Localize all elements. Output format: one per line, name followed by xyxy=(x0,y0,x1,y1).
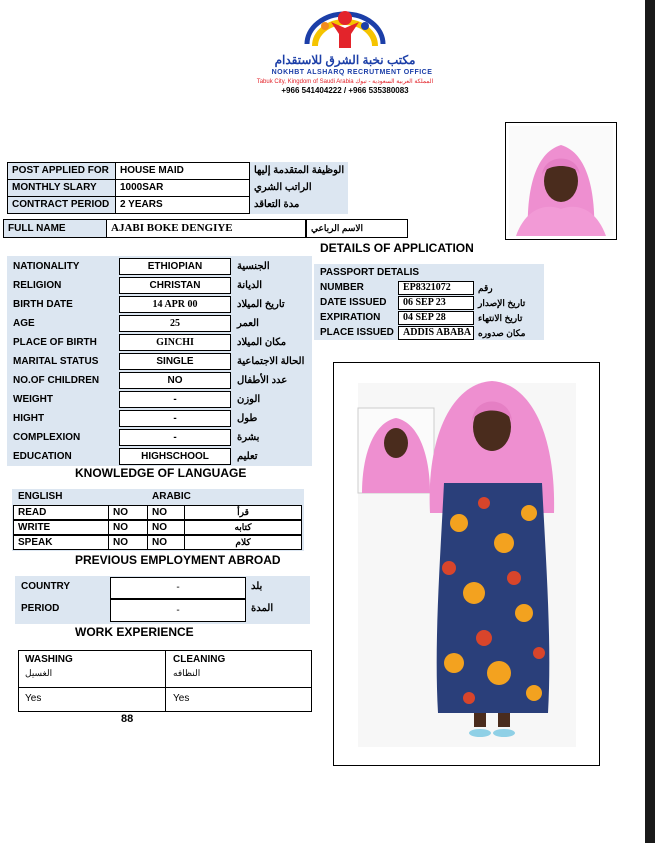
salary-value: 1000SAR xyxy=(115,179,250,197)
passport-label: NUMBER xyxy=(320,282,364,293)
period-label: PERIOD xyxy=(21,603,60,614)
personal-ar: الحالة الاجتماعية xyxy=(237,355,305,367)
full-body-photo xyxy=(334,363,599,765)
page-edge xyxy=(645,0,655,843)
personal-value: GINCHI xyxy=(119,334,231,351)
personal-label: COMPLEXION xyxy=(13,431,81,443)
passport-value: 06 SEP 23 xyxy=(398,296,474,310)
language-english-value: NO xyxy=(108,535,148,550)
personal-label: RELIGION xyxy=(13,279,62,291)
salary-label: MONTHLY SLARY xyxy=(7,179,116,197)
personal-ar: مكان الميلاد xyxy=(237,336,287,348)
language-skill-ar: كتابه xyxy=(184,520,302,535)
post-value: HOUSE MAID xyxy=(115,162,250,180)
period-value: - xyxy=(110,599,246,622)
passport-value: 04 SEP 28 xyxy=(398,311,474,325)
language-english-value: NO xyxy=(108,505,148,520)
personal-label: WEIGHT xyxy=(13,393,53,405)
passport-table xyxy=(314,264,544,340)
language-arabic-value: NO xyxy=(147,505,185,520)
language-table xyxy=(12,489,304,551)
personal-label: AGE xyxy=(13,317,35,329)
work-cleaning-en: CLEANING xyxy=(173,654,226,665)
personal-ar: العمر xyxy=(237,317,259,329)
passport-label: DATE ISSUED xyxy=(320,297,387,308)
personal-label: EDUCATION xyxy=(13,450,72,462)
personal-ar: الجنسية xyxy=(237,260,270,272)
passport-ar: رقم xyxy=(478,282,493,293)
personal-ar: تاريخ الميلاد xyxy=(237,298,285,310)
personal-ar: بشرة xyxy=(237,431,260,443)
full-body-photo-frame xyxy=(333,362,600,766)
work-heading: WORK EXPERIENCE xyxy=(75,625,194,639)
personal-ar: عدد الأطفال xyxy=(237,374,288,386)
language-english-value: NO xyxy=(108,520,148,535)
personal-value: NO xyxy=(119,372,231,389)
personal-label: NO.OF CHILDREN xyxy=(13,374,100,386)
company-logo xyxy=(295,4,395,56)
country-ar: بلد xyxy=(251,581,263,592)
work-washing-ar: الغسيل xyxy=(25,667,53,678)
language-skill-label: READ xyxy=(13,505,109,520)
post-ar: الوظيفة المتقدمة إليها xyxy=(250,162,348,180)
portrait-photo xyxy=(506,123,616,239)
passport-ar: مكان صدوره xyxy=(478,327,526,338)
passport-value: EP8321072 xyxy=(398,281,474,295)
country-label: COUNTRY xyxy=(21,581,71,592)
work-washing-value: Yes xyxy=(25,693,42,704)
personal-details-table xyxy=(7,256,312,466)
salary-ar: الراتب الشري xyxy=(250,179,348,197)
personal-ar: الوزن xyxy=(237,393,261,405)
full-name-ar: الاسم الرباعي xyxy=(306,219,408,238)
personal-label: BIRTH DATE xyxy=(13,298,73,310)
personal-value: SINGLE xyxy=(119,353,231,370)
language-skill-label: WRITE xyxy=(13,520,109,535)
personal-value: 25 xyxy=(119,315,231,332)
personal-ar: تعليم xyxy=(237,450,258,462)
work-table xyxy=(18,650,312,712)
personal-value: - xyxy=(119,391,231,408)
portrait-photo-frame xyxy=(505,122,617,240)
personal-label: NATIONALITY xyxy=(13,260,80,272)
language-arabic-value: NO xyxy=(147,520,185,535)
personal-ar: طول xyxy=(237,412,258,424)
personal-value: ETHIOPIAN xyxy=(119,258,231,275)
personal-value: HIGHSCHOOL xyxy=(119,448,231,465)
company-arabic-name: مكتب نخبة الشرق للاستقدام xyxy=(274,53,416,67)
personal-value: - xyxy=(119,410,231,427)
full-name-value: AJABI BOKE DENGIYE xyxy=(106,219,306,238)
passport-ar: تاريخ الإصدار xyxy=(478,297,526,308)
period-ar: المدة xyxy=(251,603,274,614)
language-english-header: ENGLISH xyxy=(18,491,63,502)
work-washing-en: WASHING xyxy=(25,654,73,665)
personal-label: HIGHT xyxy=(13,412,45,424)
country-value: - xyxy=(110,577,246,599)
passport-label: PLACE ISSUED xyxy=(320,327,394,338)
full-name-label: FULL NAME xyxy=(3,219,107,238)
company-phones: +966 541404222 / +966 535380083 xyxy=(281,86,409,95)
passport-ar: تاريخ الانتهاء xyxy=(478,312,523,323)
passport-title: PASSPORT DETALIS xyxy=(320,267,420,278)
passport-label: EXPIRATION xyxy=(320,312,381,323)
company-english-name: NOKHBT ALSHARQ RECRUTMENT OFFICE xyxy=(271,69,433,76)
personal-label: PLACE OF BIRTH xyxy=(13,336,97,348)
language-skill-label: SPEAK xyxy=(13,535,109,550)
candidate-code: 88 xyxy=(121,713,134,725)
employment-table xyxy=(15,576,310,624)
personal-ar: الديانة xyxy=(237,279,263,291)
details-heading: DETAILS OF APPLICATION xyxy=(320,241,474,255)
contract-ar: مدة التعاقد xyxy=(250,196,348,214)
work-cleaning-value: Yes xyxy=(173,693,190,704)
post-label: POST APPLIED FOR xyxy=(7,162,116,180)
language-arabic-value: NO xyxy=(147,535,185,550)
language-skill-ar: قرأ xyxy=(184,505,302,520)
contract-value: 2 YEARS xyxy=(115,196,250,214)
personal-value: CHRISTAN xyxy=(119,277,231,294)
language-arabic-header: ARABIC xyxy=(152,491,191,502)
company-address: Tabuk City, Kingdom of Saudi Arabia المملكة العربية السعودية - تبوك xyxy=(256,79,434,85)
language-skill-ar: كلام xyxy=(184,535,302,550)
personal-value: - xyxy=(119,429,231,446)
employment-heading: PREVIOUS EMPLOYMENT ABROAD xyxy=(75,553,281,567)
personal-label: MARITAL STATUS xyxy=(13,355,99,367)
work-cleaning-ar: النظافه xyxy=(173,667,201,678)
passport-value: ADDIS ABABA xyxy=(398,326,474,340)
contract-label: CONTRACT PERIOD xyxy=(7,196,116,214)
personal-value: 14 APR 00 xyxy=(119,296,231,313)
language-heading: KNOWLEDGE OF LANGUAGE xyxy=(75,466,247,480)
